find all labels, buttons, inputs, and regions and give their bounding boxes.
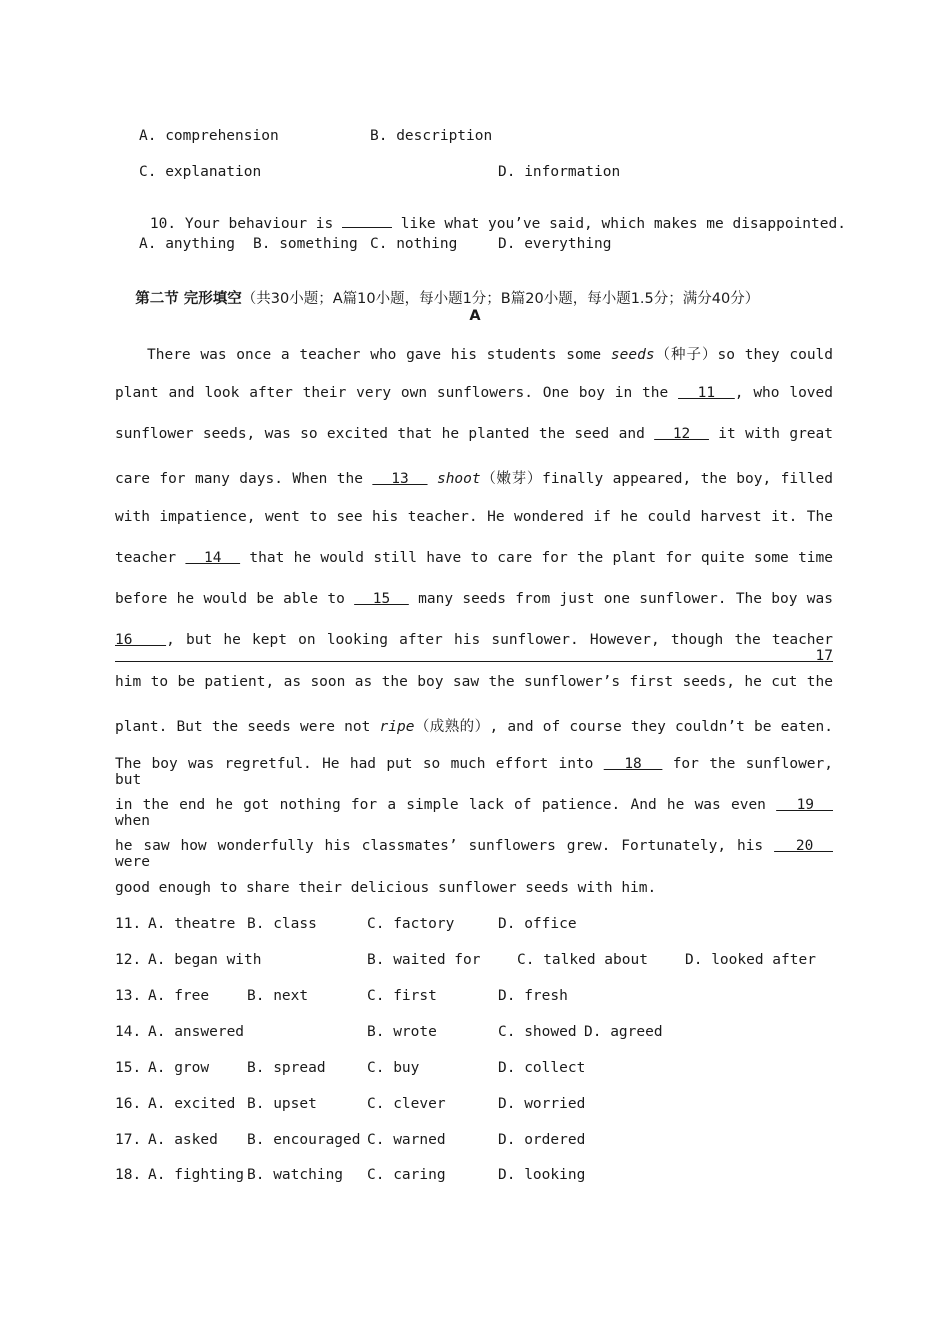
option-b: B. encouraged [247, 1132, 361, 1148]
option-a: A. answered [148, 1024, 245, 1040]
text: with impatience, went to see his teacher. He wondered if he could harvest it. The [115, 509, 833, 525]
text: many seeds from just one sunflower. The boy was [418, 591, 833, 607]
question-number: 17. [115, 1132, 142, 1148]
option-c: C. first [367, 988, 437, 1004]
text: finally appeared, the boy, filled [542, 471, 833, 487]
q9-option-c: C. explanation [139, 164, 262, 180]
option-c: C. buy [367, 1060, 420, 1076]
text: sunflower seeds, was so excited that he planted the seed and [115, 426, 645, 442]
option-d: D. worried [498, 1096, 586, 1112]
gloss-cn: （种子） [654, 347, 718, 363]
question-number: 15. [115, 1060, 142, 1076]
text: There was once a teacher who gave his students some [147, 347, 602, 363]
text: , but he kept on looking after his sunflower. However, though the teacher [166, 632, 833, 648]
gloss-cn: （成熟的） [414, 719, 490, 735]
q9-option-a: A. comprehension [139, 128, 279, 144]
blank-19: 19 [776, 797, 833, 813]
q10-option-c: C. nothing [370, 236, 458, 252]
blank-13: 13 [372, 471, 428, 487]
question-number: 18. [115, 1167, 142, 1183]
option-a: A. began with [148, 952, 262, 968]
passage-line-7 [115, 591, 833, 607]
text: it with great [718, 426, 833, 442]
text: The boy was regretful. He had put so much effort into [115, 756, 594, 772]
blank-16: 16 [115, 632, 167, 648]
passage-line-6 [115, 550, 833, 566]
q10-option-a: A. anything [139, 236, 236, 252]
option-b: B. class [247, 916, 317, 932]
option-c: C. talked about [517, 952, 648, 968]
option-d: D. office [498, 916, 577, 932]
option-c: C. warned [367, 1132, 446, 1148]
passage-line-8 [115, 632, 833, 664]
passage-line-4 [115, 467, 833, 488]
q10-stem-after: like what you’ve said, which makes me disappointed. [400, 216, 846, 232]
option-b: B. waited for [367, 952, 481, 968]
option-a: A. asked [148, 1132, 218, 1148]
passage-line-13 [115, 838, 833, 870]
q9-option-d: D. information [498, 164, 621, 180]
blank-15: 15 [354, 591, 409, 607]
section-note: （共30小题；A篇10小题，每小题1分；B篇20小题，每小题1.5分；满分40分） [241, 291, 760, 307]
passage-line-12 [115, 797, 833, 829]
option-b: B. spread [247, 1060, 326, 1076]
option-d: D. fresh [498, 988, 568, 1004]
option-b: B. next [247, 988, 309, 1004]
q9-option-b: B. description [370, 128, 493, 144]
option-d: D. looking [498, 1167, 586, 1183]
option-a: A. theatre [148, 916, 236, 932]
text: care for many days. When the [115, 471, 363, 487]
text: that he would still have to care for the plant for quite some time [249, 550, 833, 566]
option-d: D. ordered [498, 1132, 586, 1148]
option-b: B. upset [247, 1096, 317, 1112]
passage-line-1 [147, 343, 833, 364]
option-b: B. watching [247, 1167, 344, 1183]
blank-14: 14 [185, 550, 241, 566]
word-seeds: seeds [610, 347, 655, 363]
blank-20: 20 [774, 838, 833, 854]
option-a: A. grow [148, 1060, 210, 1076]
q10-blank [342, 217, 392, 228]
passage-line-14 [115, 880, 833, 896]
section-title: 第二节 完形填空 [135, 291, 242, 307]
text: good enough to share their delicious sunflower seeds with him. [115, 880, 657, 896]
question-number: 14. [115, 1024, 142, 1040]
text: when [115, 813, 150, 829]
passage-line-10 [115, 715, 833, 736]
question-number: 16. [115, 1096, 142, 1112]
text: , who loved [734, 385, 833, 401]
text: for the sunflower, but [115, 756, 833, 788]
question-number: 11. [115, 916, 142, 932]
question-number: 13. [115, 988, 142, 1004]
text: before he would be able to [115, 591, 345, 607]
q10-number: 10. [149, 216, 177, 232]
option-d: D. collect [498, 1060, 586, 1076]
q10-option-d: D. everything [498, 236, 612, 252]
word-shoot: shoot [436, 471, 481, 487]
text: plant and look after their very own sunflowers. One boy in the [115, 385, 669, 401]
text: so they could [717, 347, 834, 363]
text: , and of course they couldn’t be eaten. [489, 719, 833, 735]
blank-12: 12 [654, 426, 709, 442]
q10-option-b: B. something [253, 236, 358, 252]
option-a: A. free [148, 988, 210, 1004]
passage-line-3 [115, 426, 833, 442]
text: teacher [115, 550, 177, 566]
option-c: C. clever [367, 1096, 446, 1112]
option-b: B. wrote [367, 1024, 437, 1040]
blank-17: 17 [115, 648, 833, 664]
text: in the end he got nothing for a simple lack of patience. And he was even [115, 797, 766, 813]
blank-11: 11 [678, 385, 735, 401]
passage-line-5 [115, 509, 833, 525]
text: him to be patient, as soon as the boy saw the sunflower’s first seeds, he cut the [115, 674, 833, 690]
question-number: 12. [115, 952, 142, 968]
option-c: C. factory [367, 916, 455, 932]
passage-line-9 [115, 674, 833, 690]
text: were [115, 854, 150, 870]
text: plant. But the seeds were not [115, 719, 371, 735]
q10-stem-before: Your behaviour is [184, 216, 334, 232]
passage-line-11 [115, 756, 833, 788]
passage-line-2 [115, 385, 833, 401]
passage-label: A [469, 308, 481, 324]
gloss-cn: （嫩芽） [480, 471, 543, 487]
option-a: A. excited [148, 1096, 236, 1112]
text: he saw how wonderfully his classmates’ sunflowers grew. Fortunately, his [115, 838, 764, 854]
word-ripe: ripe [379, 719, 415, 735]
option-d: D. agreed [584, 1024, 663, 1040]
option-a: A. fighting [148, 1167, 245, 1183]
option-c: C. caring [367, 1167, 446, 1183]
option-c: C. showed [498, 1024, 577, 1040]
blank-18: 18 [603, 756, 663, 772]
option-d: D. looked after [685, 952, 816, 968]
